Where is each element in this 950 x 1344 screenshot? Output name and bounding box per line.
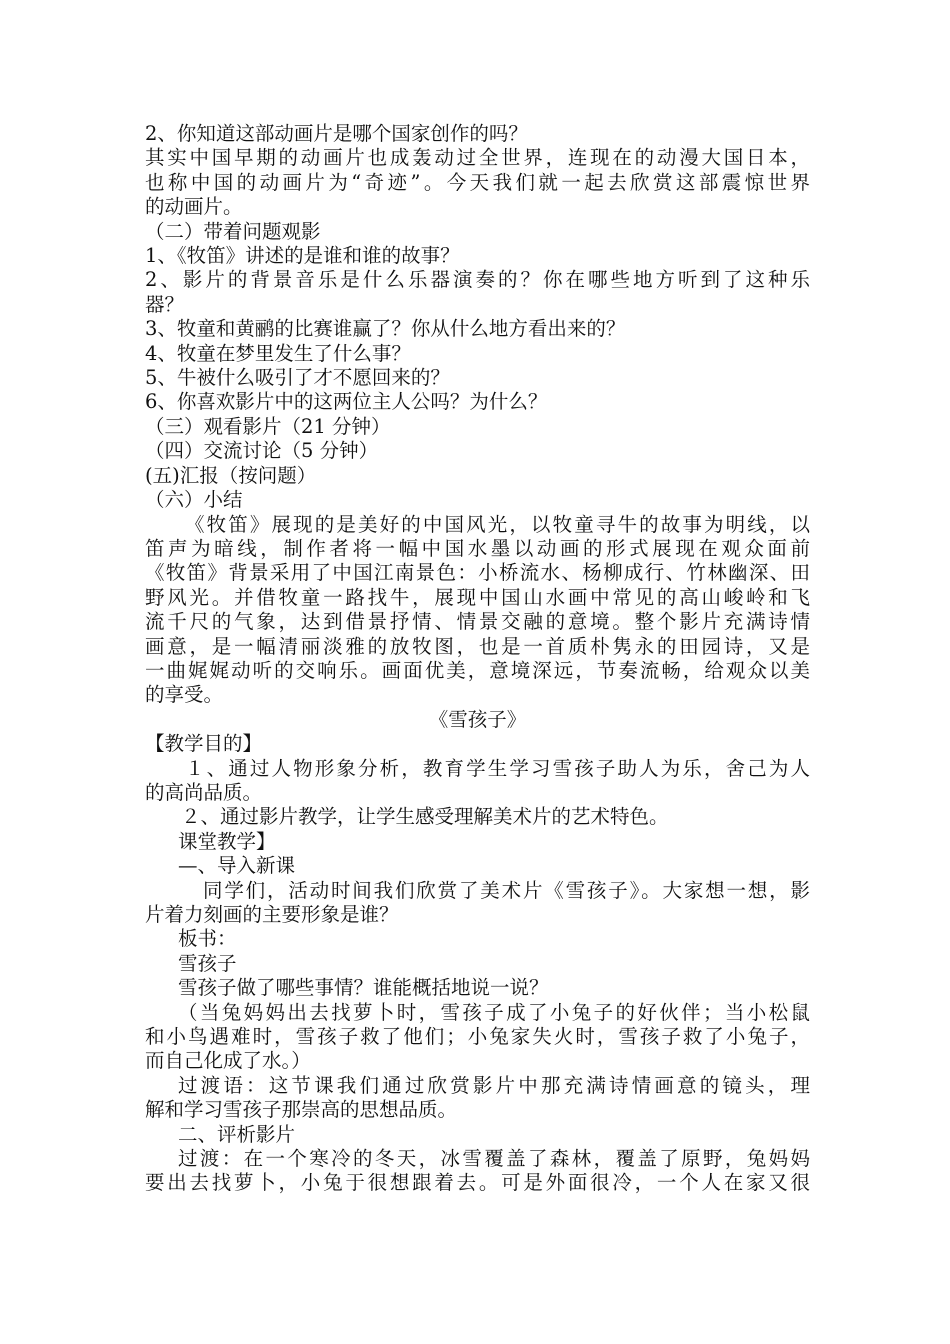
- text-line: 和小鸟遇难时，雪孩子救了他们；小兔家失火时，雪孩子救了小兔子，: [145, 1025, 810, 1049]
- text-line: （六）小结: [145, 488, 243, 512]
- text-line: 课堂教学】: [178, 829, 276, 853]
- text-line: 过渡语：这节课我们通过欣赏影片中那充满诗情画意的镜头，理: [178, 1073, 810, 1097]
- text-line: 解和学习雪孩子那崇高的思想品质。: [145, 1098, 458, 1122]
- text-line: 4、牧童在梦里发生了什么事？: [145, 341, 411, 365]
- text-line: （二）带着问题观影: [145, 219, 321, 243]
- text-line: 雪孩子做了哪些事情？谁能概括地说一说？: [178, 976, 549, 1000]
- document-page: [145, 122, 810, 1196]
- text-line: 【教学目的】: [145, 732, 263, 756]
- text-line: 笛声为暗线，制作者将一幅中国水墨以动画的形式展现在观众面前: [145, 536, 810, 560]
- text-line: 板书：: [178, 927, 237, 951]
- text-line: 野风光。并借牧童一路找牛，展现中国山水画中常见的高山峻岭和飞: [145, 585, 810, 609]
- text-line: （四）交流讨论（5 分钟）: [145, 439, 379, 463]
- text-line: 一曲娓娓动听的交响乐。画面优美，意境深远，节奏流畅，给观众以美: [145, 658, 810, 682]
- section-title: 《雪孩子》: [428, 707, 527, 731]
- text-line: 2、影片的背景音乐是什么乐器演奏的？你在哪些地方听到了这种乐: [145, 268, 810, 292]
- text-line: 器？: [145, 292, 185, 316]
- text-line: （当兔妈妈出去找萝卜时，雪孩子成了小兔子的好伙伴；当小松鼠: [178, 1000, 810, 1024]
- text-line: 的高尚品质。: [145, 780, 263, 804]
- text-line: 而自己化成了水。）: [145, 1049, 311, 1073]
- text-line: 过渡：在一个寒冷的冬天，冰雪覆盖了森林，覆盖了原野，兔妈妈: [178, 1147, 810, 1171]
- text-line: 要出去找萝卜，小兔于很想跟着去。可是外面很冷，一个人在家又很: [145, 1171, 810, 1195]
- text-line: —、导入新课: [178, 854, 296, 878]
- text-line: 《牧笛》背景采用了中国江南景色：小桥流水、杨柳成行、竹林幽深、田: [145, 561, 810, 585]
- text-line: 画意，是一幅清丽淡雅的放牧图，也是一首质朴隽永的田园诗，又是: [145, 634, 810, 658]
- text-line: １、通过人物形象分析，教育学生学习雪孩子助人为乐，舍己为人: [185, 756, 810, 780]
- text-line: 同学们，活动时间我们欣赏了美术片《雪孩子》。大家想一想，影: [203, 878, 810, 902]
- text-line: 片着力刻画的主要形象是谁？: [145, 903, 399, 926]
- text-line: 二、评析影片: [178, 1122, 296, 1146]
- text-line: 也称中国的动画片为“奇迹”。今天我们就一起去欣赏这部震惊世界: [145, 170, 810, 194]
- text-line: 2、你知道这部动画片是哪个国家创作的吗？: [145, 122, 528, 145]
- text-line: 1、《牧笛》讲述的是谁和谁的故事？: [145, 244, 460, 268]
- text-line: 3、牧童和黄鹂的比赛谁赢了？你从什么地方看出来的？: [145, 317, 626, 341]
- text-line: 其实中国早期的动画片也成轰动过全世界，连现在的动漫大国日本，: [145, 146, 810, 170]
- text-line: 雪孩子: [178, 951, 237, 975]
- text-line: 6、你喜欢影片中的这两位主人公吗？为什么？: [145, 390, 548, 414]
- text-line: 5、牛被什么吸引了才不愿回来的？: [145, 366, 450, 390]
- text-line: (五)汇报（按问题）: [145, 463, 317, 487]
- text-line: （三）观看影片（21 分钟）: [145, 414, 391, 438]
- text-line: 的享受。: [145, 683, 224, 707]
- text-line: 的动画片。: [145, 195, 243, 219]
- text-line: 《牧笛》展现的是美好的中国风光，以牧童寻牛的故事为明线，以: [185, 512, 810, 536]
- text-line: 流千尺的气象，达到借景抒情、情景交融的意境。整个影片充满诗情: [145, 610, 810, 634]
- text-line: ２、通过影片教学，让学生感受理解美术片的艺术特色。: [181, 805, 669, 829]
